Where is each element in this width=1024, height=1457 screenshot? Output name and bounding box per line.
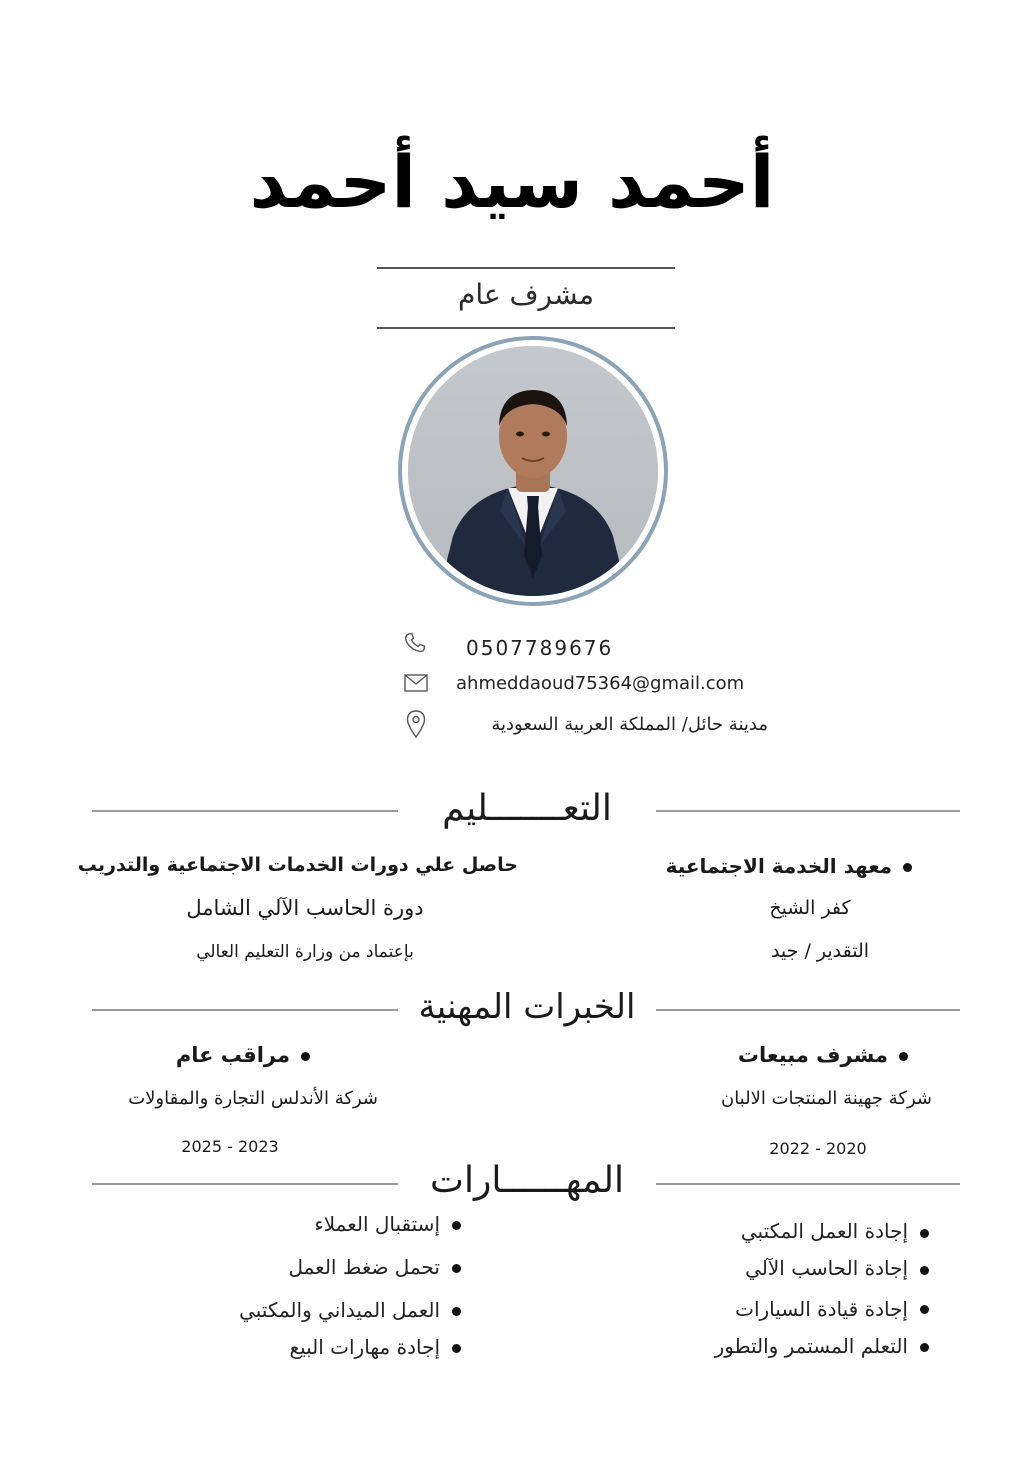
title-top-rule	[377, 267, 675, 269]
bullet	[301, 1052, 310, 1061]
course-name: دورة الحاسب الآلي الشامل	[186, 896, 424, 920]
title-bottom-rule	[377, 327, 675, 329]
skills-rule-right	[656, 1183, 960, 1185]
skills-rule-left	[92, 1183, 398, 1185]
profile-photo	[408, 346, 658, 596]
education-heading: التعـــــــليم	[442, 788, 612, 829]
bullet	[899, 1052, 908, 1061]
bullet	[920, 1305, 929, 1314]
candidate-name: أحمد سيد أحمد	[249, 140, 775, 224]
phone-number: 0507789676	[466, 636, 614, 660]
institute-name: معهد الخدمة الاجتماعية	[665, 854, 892, 878]
job-company: شركة جهينة المنتجات الالبان	[720, 1088, 932, 1109]
bullet	[452, 1264, 461, 1273]
skill-item: إستقبال العملاء	[314, 1212, 440, 1236]
education-rule-left	[92, 810, 398, 812]
skill-item: إجادة قيادة السيارات	[735, 1297, 908, 1321]
job-role: مشرف مبيعات	[737, 1043, 888, 1067]
location-pin-icon	[405, 709, 427, 743]
location-text: مدينة حائل/ المملكة العربية السعودية	[491, 714, 768, 735]
skill-item: إجادة مهارات البيع	[289, 1335, 440, 1359]
experience-rule-left	[92, 1009, 398, 1011]
job-role: مراقب عام	[175, 1043, 290, 1067]
skills-heading: المهــــــارات	[430, 1160, 624, 1201]
experience-rule-right	[656, 1009, 960, 1011]
skill-item: التعلم المستمر والتطور	[714, 1334, 908, 1358]
skill-item: إجادة الحاسب الآلي	[745, 1256, 908, 1280]
bullet	[920, 1229, 929, 1238]
bullet	[452, 1221, 461, 1230]
bullet	[920, 1266, 929, 1275]
course-title: حاصل علي دورات الخدمات الاجتماعية والتدريب	[77, 854, 518, 876]
skill-item: العمل الميداني والمكتبي	[239, 1298, 440, 1322]
mail-icon	[404, 674, 428, 696]
education-rule-right	[656, 810, 960, 812]
job-period: 2020 - 2022	[769, 1139, 867, 1158]
skill-item: تحمل ضغط العمل	[288, 1255, 440, 1279]
bullet	[903, 863, 912, 872]
institute-city: كفر الشيخ	[769, 897, 851, 919]
phone-icon	[402, 630, 428, 660]
bullet	[452, 1307, 461, 1316]
job-company: شركة الأندلس التجارة والمقاولات	[128, 1088, 378, 1109]
course-accreditation: بإعتماد من وزارة التعليم العالي	[196, 942, 414, 962]
email-address: ahmeddaoud75364@gmail.com	[456, 673, 745, 694]
profile-photo-illustration	[408, 346, 658, 596]
experience-heading: الخبرات المهنية	[418, 987, 636, 1027]
job-period: 2023 - 2025	[181, 1137, 279, 1156]
bullet	[920, 1343, 929, 1352]
skill-item: إجادة العمل المكتبي	[740, 1219, 908, 1243]
job-title: مشرف عام	[458, 278, 594, 311]
institute-grade: التقدير / جيد	[770, 940, 870, 962]
bullet	[452, 1344, 461, 1353]
